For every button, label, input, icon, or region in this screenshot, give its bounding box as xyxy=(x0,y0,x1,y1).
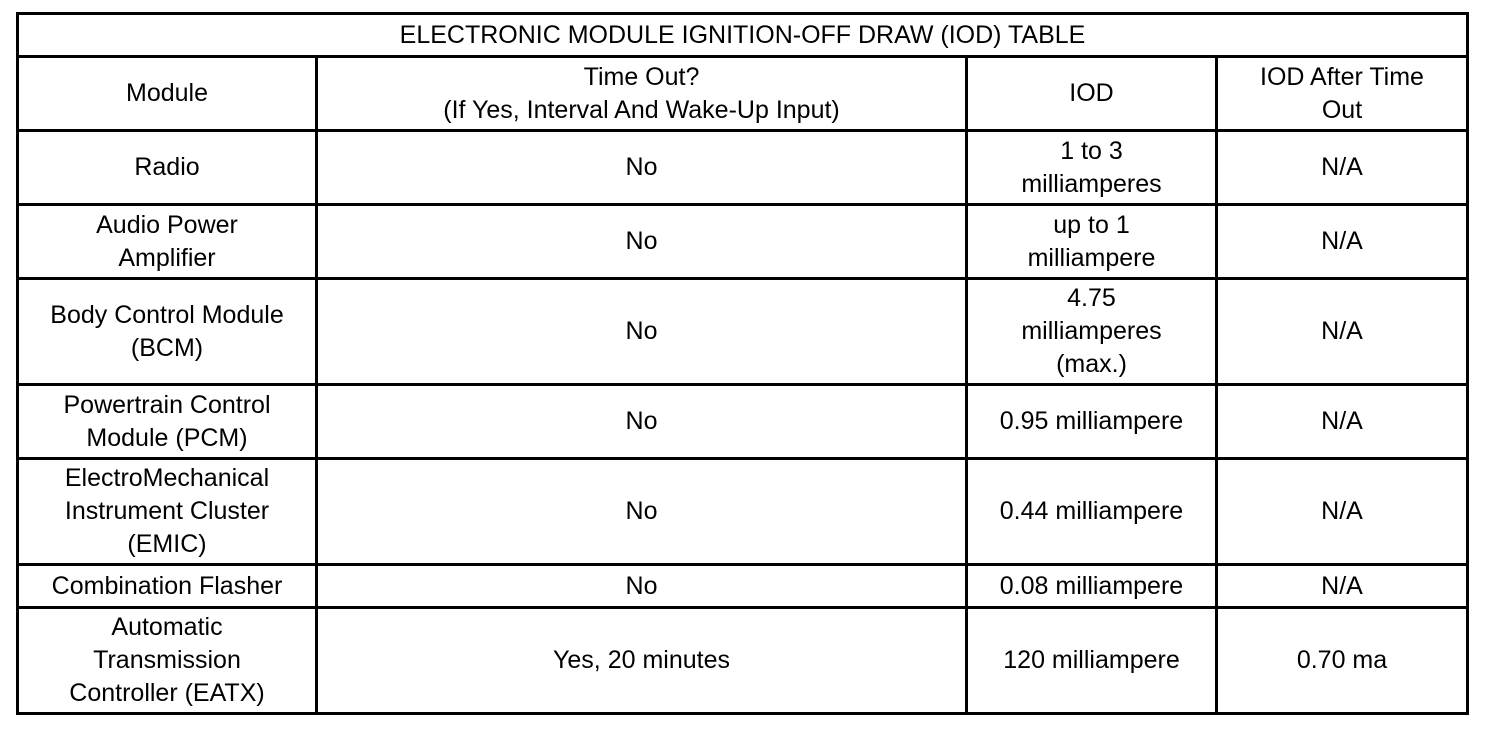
header-iod-after-time-out: IOD After Time Out xyxy=(1217,57,1468,131)
table-title-row xyxy=(18,14,1468,57)
cell-time-out: No xyxy=(317,459,967,565)
cell-iod: 0.44 milliampere xyxy=(967,459,1217,565)
table-header-row xyxy=(18,57,1468,131)
table-row xyxy=(18,608,1468,714)
header-time-out: Time Out? (If Yes, Interval And Wake-Up Input) xyxy=(317,57,967,131)
cell-module: Powertrain Control Module (PCM) xyxy=(18,385,317,459)
table-row xyxy=(18,459,1468,565)
cell-time-out: Yes, 20 minutes xyxy=(317,608,967,714)
cell-iod: 120 milliampere xyxy=(967,608,1217,714)
cell-iod-after: N/A xyxy=(1217,565,1468,608)
cell-iod-after: N/A xyxy=(1217,385,1468,459)
table-row xyxy=(18,279,1468,385)
cell-iod-after: N/A xyxy=(1217,131,1468,205)
table-row xyxy=(18,385,1468,459)
table-title: ELECTRONIC MODULE IGNITION-OFF DRAW (IOD) TABLE xyxy=(18,14,1468,57)
cell-module: Combination Flasher xyxy=(18,565,317,608)
cell-iod: 0.08 milliampere xyxy=(967,565,1217,608)
cell-module: Audio Power Amplifier xyxy=(18,205,317,279)
cell-iod: 1 to 3 milliamperes xyxy=(967,131,1217,205)
header-iod: IOD xyxy=(967,57,1217,131)
cell-module: Automatic Transmission Controller (EATX) xyxy=(18,608,317,714)
cell-module: ElectroMechanical Instrument Cluster (EMIC) xyxy=(18,459,317,565)
iod-table xyxy=(16,12,1469,715)
cell-time-out: No xyxy=(317,205,967,279)
cell-time-out: No xyxy=(317,385,967,459)
cell-time-out: No xyxy=(317,131,967,205)
cell-iod-after: 0.70 ma xyxy=(1217,608,1468,714)
cell-module: Body Control Module (BCM) xyxy=(18,279,317,385)
cell-time-out: No xyxy=(317,279,967,385)
cell-iod: 4.75 milliamperes (max.) xyxy=(967,279,1217,385)
header-module: Module xyxy=(18,57,317,131)
cell-iod-after: N/A xyxy=(1217,459,1468,565)
cell-iod: 0.95 milliampere xyxy=(967,385,1217,459)
cell-iod: up to 1 milliampere xyxy=(967,205,1217,279)
table-row xyxy=(18,205,1468,279)
cell-iod-after: N/A xyxy=(1217,205,1468,279)
table-row xyxy=(18,131,1468,205)
cell-iod-after: N/A xyxy=(1217,279,1468,385)
cell-time-out: No xyxy=(317,565,967,608)
cell-module: Radio xyxy=(18,131,317,205)
table-row xyxy=(18,565,1468,608)
